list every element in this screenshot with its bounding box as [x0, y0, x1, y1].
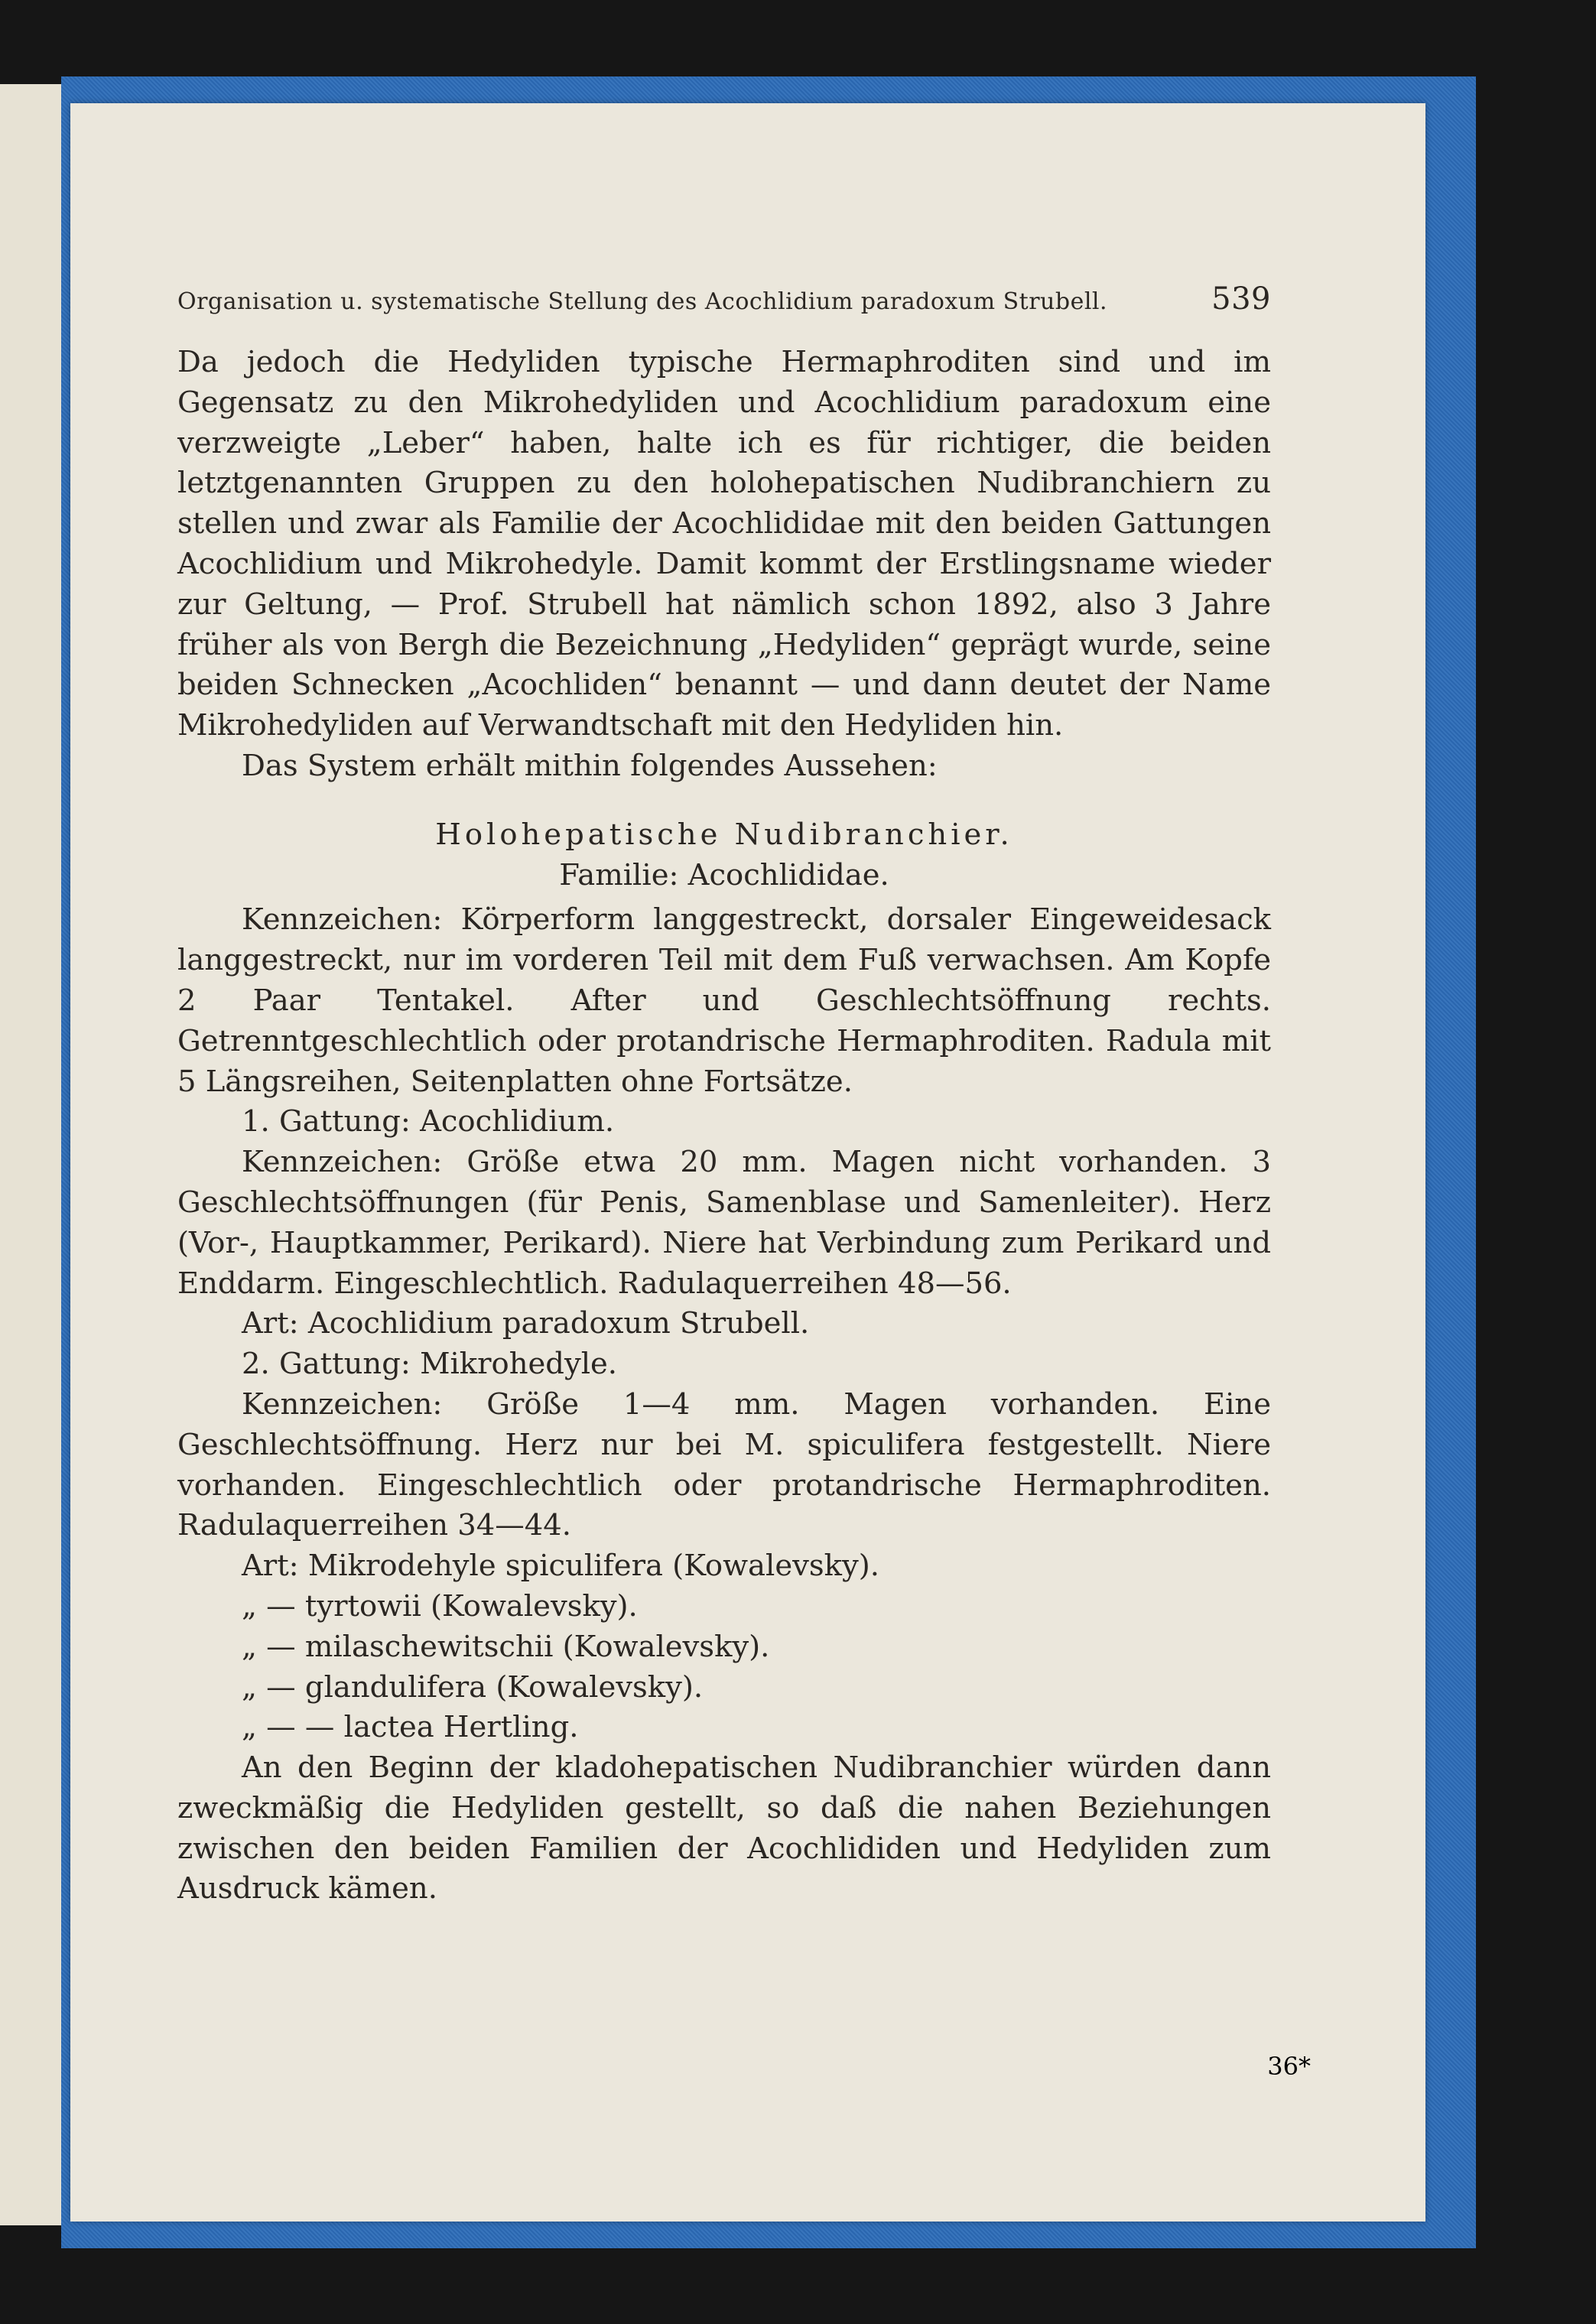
genus-2-heading: 2. Gattung: Mikrohedyle. [242, 1347, 618, 1382]
paragraph-2: Das System erhält mithin folgendes Aussehen: [242, 748, 938, 783]
species-list [177, 1546, 1271, 1748]
signature-mark: 36* [1267, 2052, 1311, 2081]
running-head-title: Organisation u. systematische Stellung des Acochlidium paradoxum Strubell. [177, 288, 1108, 315]
page-number: 539 [1211, 281, 1271, 317]
paragraph-genus-2-characters: Kennzeichen: Größe 1—4 mm. Magen vorhanden. Eine Geschlechtsöffnung. Herz nur bei M. spiculifera festgestellt. Niere vorhanden. Eingeschlechtlich oder protandrische Hermaphroditen. Radulaquerreihen 34—44. [177, 1386, 1271, 1543]
book-page [70, 103, 1425, 2222]
species-list-item: Art: Mikrodehyle spiculifera (Kowalevsky). [242, 1549, 879, 1584]
section-heading: Holohepatische Nudibranchier. [435, 817, 1013, 852]
paragraph-final: An den Beginn der kladohepatischen Nudibranchier würden dann zweckmäßig die Hedyliden gestellt, so daß die nahen Beziehungen zwischen den beiden Familien der Acochlididen und Hedyliden zum Ausdruck kämen. [177, 1750, 1271, 1906]
species-list-item: „ — — lactea Hertling. [242, 1710, 579, 1745]
paragraph-genus-1-characters: Kennzeichen: Größe etwa 20 mm. Magen nicht vorhanden. 3 Geschlechtsöffnungen (für Penis, Samenblase und Samenleiter). Herz (Vor-, Hauptkammer, Perikard). Niere hat Verbindung zum Perikard und Enddarm. Eingeschlechtlich. Radulaquerreihen 48—56. [177, 1145, 1271, 1301]
species-list-item: „ — milaschewitschii (Kowalevsky). [242, 1629, 770, 1664]
paragraph-1: Da jedoch die Hedyliden typische Hermaphroditen sind und im Gegensatz zu den Mikrohedyliden und Acochlidium paradoxum eine verzweigte „Leber“ haben, halte ich es für richtiger, die beiden letztgenannten Gruppen zu den holohepatischen Nudibranchiern zu stellen und zwar als Familie der Acochlididae mit den beiden Gattungen Acochlidium und Mikrohedyle. Damit kommt der Erstlingsname wieder zur Geltung, — Prof. Strubell hat nämlich schon 1892, also 3 Jahre früher als von Bergh die Bezeichnung „Hedyliden“ geprägt wurde, seine beiden Schnecken „Acochliden“ benannt — und dann deutet der Name Mikrohedyliden auf Verwandtschaft mit den Hedyliden hin. [177, 345, 1271, 743]
running-head [177, 281, 1271, 327]
paragraph-family-characters: Kennzeichen: Körperform langgestreckt, dorsaler Eingeweidesack langgestreckt, nur im vorderen Teil mit dem Fuß verwachsen. Am Kopfe 2 Paar Tentakel. After und Geschlechtsöffnung rechts. Getrenntgeschlechtlich oder protandrische Hermaphroditen. Radula mit 5 Längsreihen, Seitenplatten ohne Fortsätze. [177, 902, 1271, 1099]
family-heading: Familie: Acochlididae. [559, 857, 889, 892]
genus-1-heading: 1. Gattung: Acochlidium. [242, 1104, 615, 1139]
species-acochlidium: Art: Acochlidium paradoxum Strubell. [242, 1306, 810, 1341]
species-list-item: „ — glandulifera (Kowalevsky). [242, 1669, 704, 1705]
previous-page-edge [0, 84, 61, 2225]
species-list-item: „ — tyrtowii (Kowalevsky). [242, 1588, 638, 1624]
body-text [177, 343, 1271, 1910]
